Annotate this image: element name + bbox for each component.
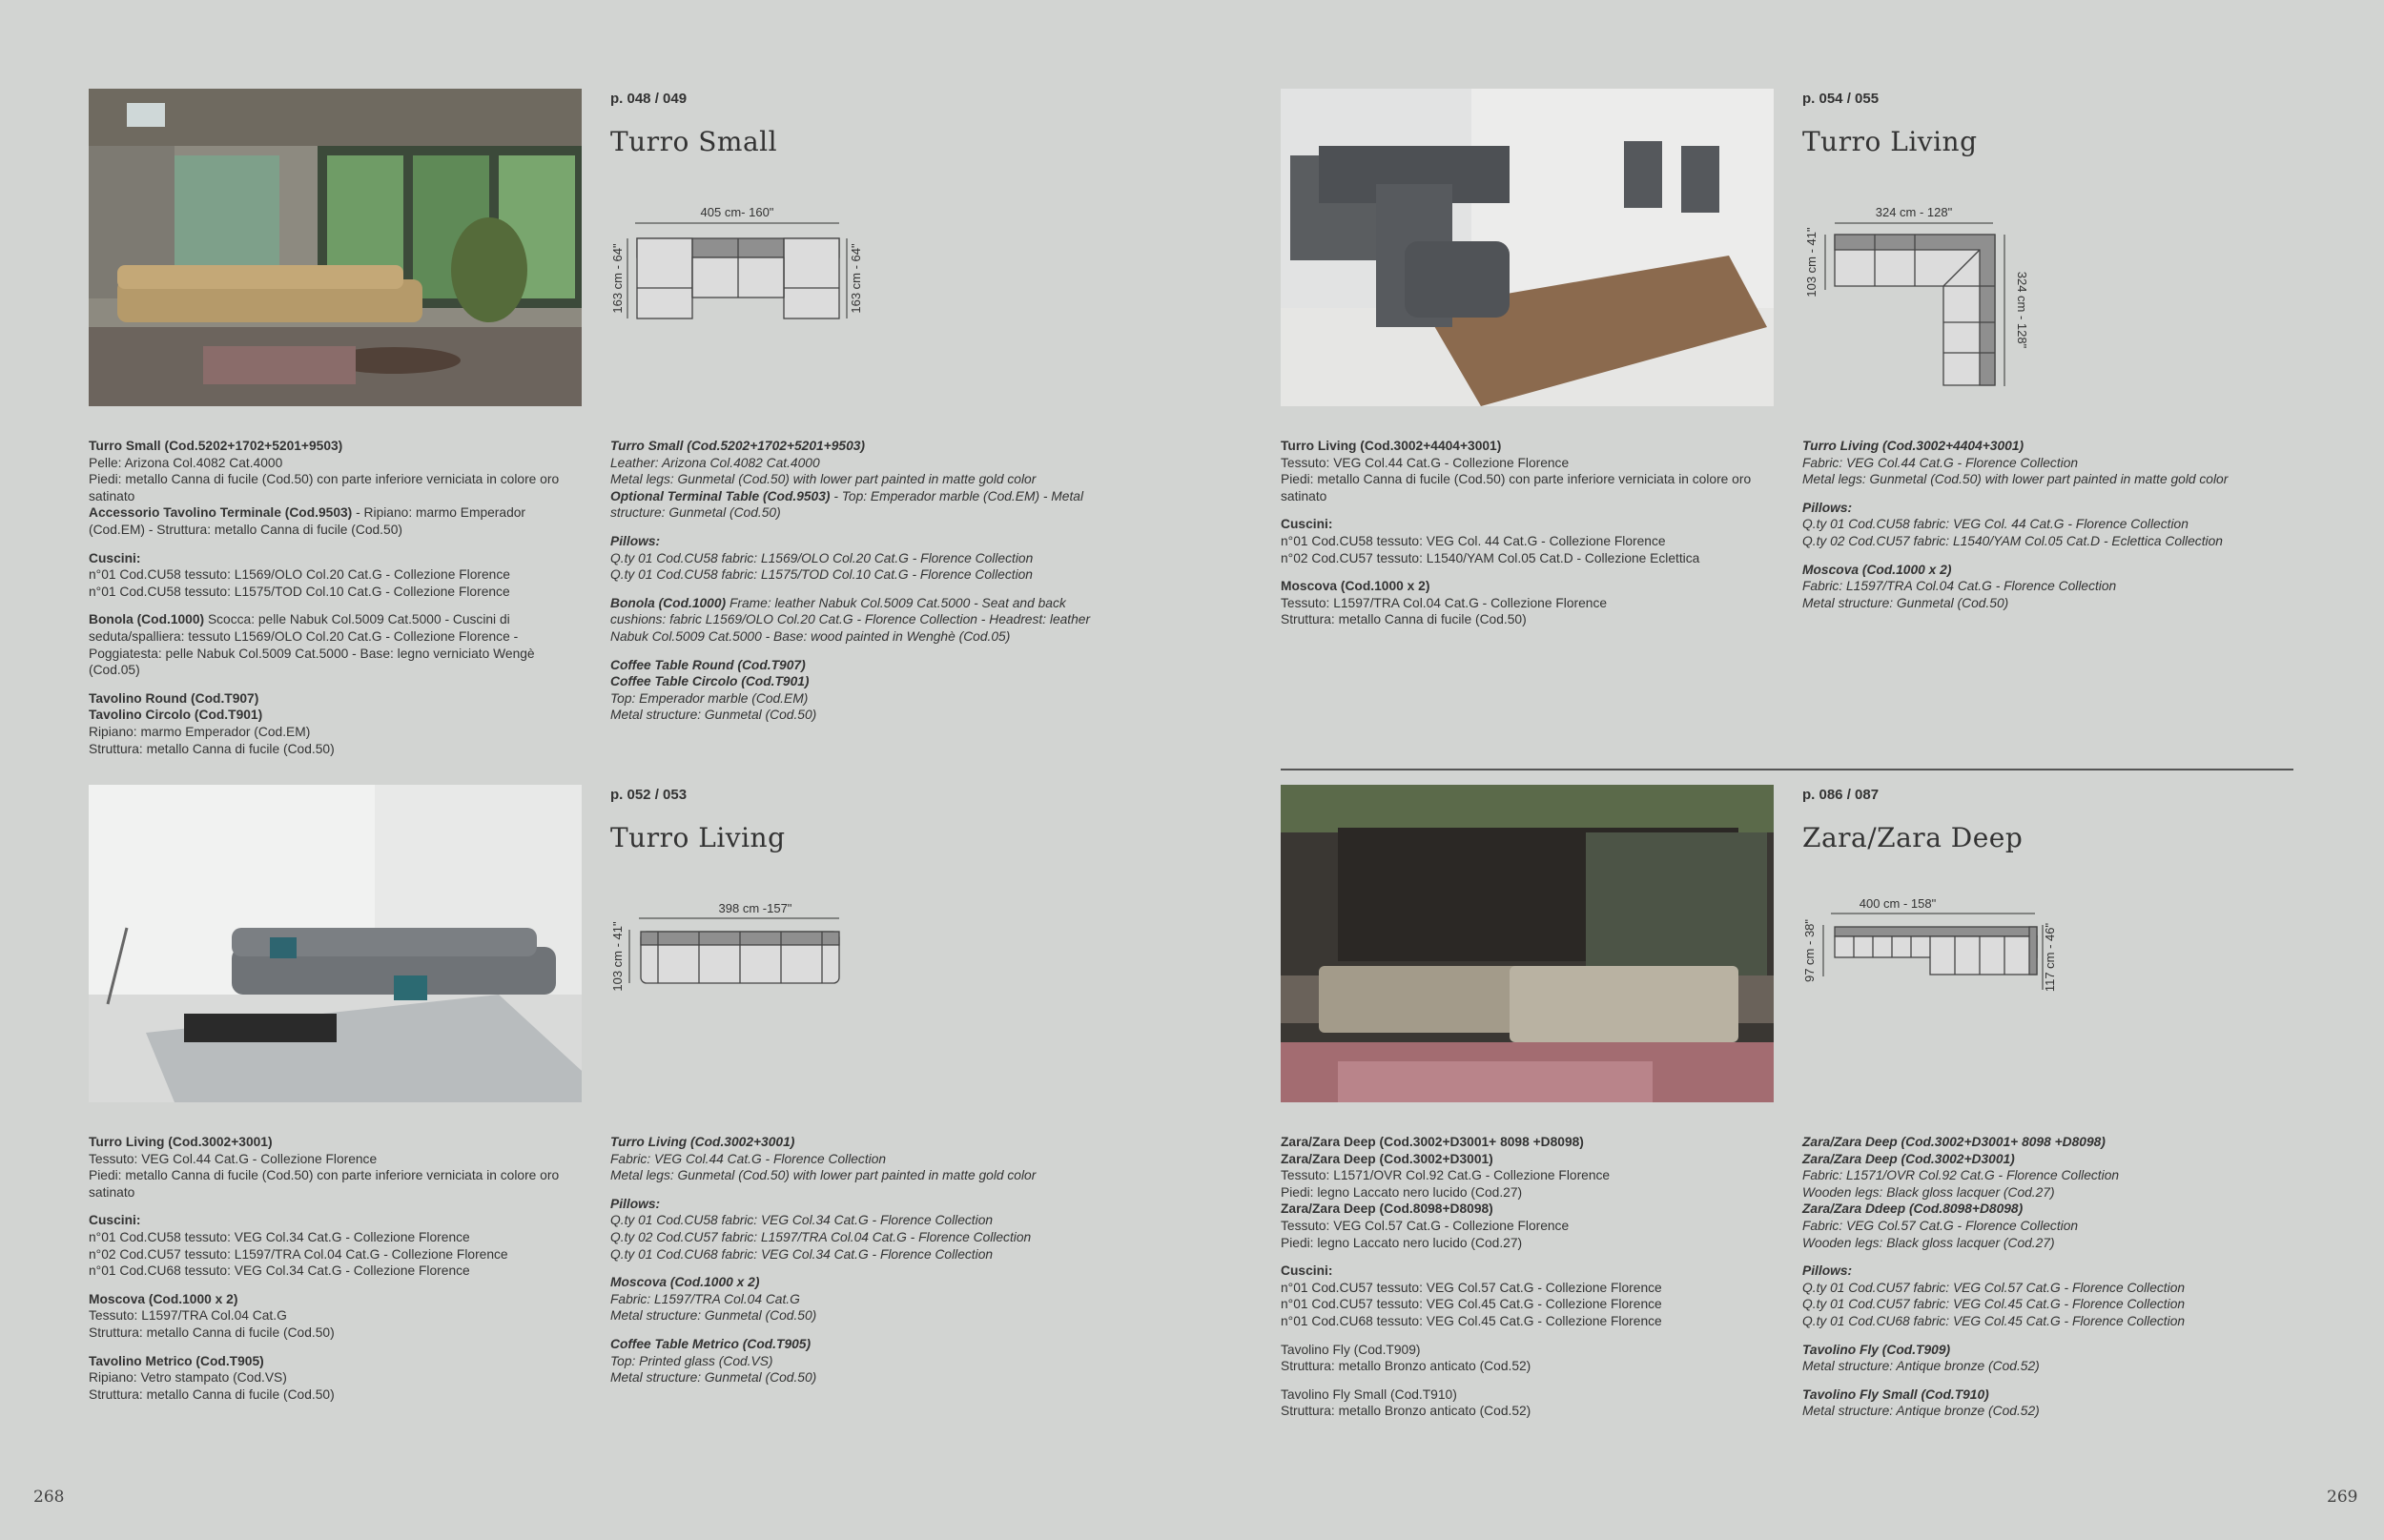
spec-line — [610, 707, 1116, 724]
zara-deep-width-label: 400 cm - 158" — [1859, 896, 1937, 911]
spec-gap — [89, 679, 585, 690]
spec-line-bold: Turro Living (Cod.3002+3001) — [89, 1135, 273, 1149]
spec-line-text: Leather: Arizona Col.4082 Cat.4000 — [610, 455, 820, 470]
spec-line — [89, 1291, 585, 1308]
spec-line — [89, 1369, 585, 1386]
zara-deep-dimension-diagram — [1802, 896, 2060, 1001]
spec-line — [1802, 1218, 2308, 1235]
spec-line — [89, 1151, 585, 1168]
spec-line-bold: Coffee Table Round (Cod.T907) — [610, 657, 806, 672]
spec-line-bold: Moscova (Cod.1000 x 2) — [1802, 562, 1952, 577]
spec-line-text: Tessuto: L1571/OVR Col.92 Cat.G - Collezione Florence — [1281, 1168, 1611, 1183]
zara-deep-depth-left-label: 97 cm - 38" — [1802, 918, 1817, 983]
zara-deep-page-ref: p. 086 / 087 — [1802, 787, 1880, 803]
spec-line — [610, 1369, 1116, 1386]
spec-line — [1281, 1403, 1777, 1420]
spec-line — [610, 690, 1116, 708]
spec-line-text: Struttura: metallo Canna di fucile (Cod.50) — [89, 1324, 335, 1340]
spec-line-bold: Pillows: — [1802, 500, 1853, 515]
spec-line-bold: Tavolino Fly Small (Cod.T910) — [1802, 1386, 1989, 1402]
spec-line — [610, 1229, 1116, 1246]
spec-line — [1802, 1151, 2308, 1168]
spec-line-text: Tessuto: VEG Col.57 Cat.G - Collezione Florence — [1281, 1218, 1570, 1233]
turro-living-corner-spec-en — [1802, 438, 2308, 611]
turro-small-photo — [89, 89, 582, 406]
spec-line — [1802, 1134, 2308, 1151]
spec-line-text: - Top: Emperador marble (Cod.EM) - Metal structure: Gunmetal (Cod.50) — [610, 488, 1084, 521]
spec-line-bold: Cuscini: — [1281, 1263, 1333, 1279]
spec-gap — [1281, 1330, 1777, 1342]
spec-line-text: Q.ty 01 Cod.CU58 fabric: VEG Col. 44 Cat.G - Florence Collection — [1802, 517, 2189, 532]
spec-gap — [610, 1184, 1116, 1196]
spec-line — [610, 1246, 1116, 1263]
spec-line — [1802, 1358, 2308, 1375]
turro-living-corner-spec-it — [1281, 438, 1777, 628]
spec-line-text: Q.ty 01 Cod.CU57 fabric: VEG Col.45 Cat.G - Florence Collection — [1802, 1297, 2186, 1312]
zara-deep-spec-en — [1802, 1134, 2308, 1420]
spec-line-text: Q.ty 01 Cod.CU68 fabric: VEG Col.45 Cat.G - Florence Collection — [1802, 1313, 2186, 1328]
turro-small-spec-en — [610, 438, 1116, 724]
spec-line — [89, 1134, 585, 1151]
spec-line-text: Fabric: L1571/OVR Col.92 Cat.G - Florence Collection — [1802, 1168, 2120, 1183]
spec-line — [89, 1386, 585, 1404]
spec-line-text: Struttura: metallo Canna di fucile (Cod.50) — [89, 741, 335, 756]
spec-line-text: Q.ty 01 Cod.CU57 fabric: VEG Col.57 Cat.G - Florence Collection — [1802, 1280, 2186, 1295]
page-number-left: 268 — [33, 1488, 65, 1507]
spec-line-text: n°01 Cod.CU57 tessuto: VEG Col.57 Cat.G - Collezione Florence — [1281, 1280, 1662, 1295]
spec-line — [610, 1291, 1116, 1308]
turro-small-depth-left-label: 163 cm - 64" — [610, 243, 625, 314]
spec-line — [1281, 1358, 1777, 1375]
spec-line-text: n°01 Cod.CU58 tessuto: L1569/OLO Col.20 Cat.G - Collezione Florence — [89, 567, 510, 583]
spec-line-bold: Coffee Table Circolo (Cod.T901) — [610, 674, 810, 689]
spec-line — [1802, 1280, 2308, 1297]
spec-line — [1281, 1201, 1777, 1218]
spec-line — [610, 1307, 1116, 1324]
spec-gap — [1802, 1330, 2308, 1342]
spec-line — [1802, 1201, 2308, 1218]
spec-line — [89, 1324, 585, 1342]
spec-line-bold: Tavolino Circolo (Cod.T901) — [89, 708, 263, 723]
spec-line — [1281, 471, 1777, 504]
turro-living-corner-depth-right-label: 324 cm - 128" — [2015, 271, 2029, 349]
spec-line — [610, 1167, 1116, 1184]
spec-line — [1802, 1263, 2308, 1280]
spec-line-bold: Zara/Zara Deep (Cod.3002+D3001+ 8098 +D8098) — [1802, 1135, 2106, 1149]
spec-line-text: Wooden legs: Black gloss lacquer (Cod.27) — [1802, 1184, 2055, 1200]
spec-line — [89, 741, 585, 758]
spec-line-bold: Zara/Zara Deep (Cod.3002+D3001+ 8098 +D8098) — [1281, 1135, 1584, 1149]
spec-line-text: Tessuto: L1597/TRA Col.04 Cat.G - Collezione Florence — [1281, 595, 1608, 610]
spec-line-text: Struttura: metallo Bronzo anticato (Cod.52) — [1281, 1404, 1531, 1419]
spec-line-bold: Tavolino Metrico (Cod.T905) — [89, 1353, 264, 1368]
zara-deep-spec-it — [1281, 1134, 1777, 1420]
zara-deep-depth-right-label: 117 cm - 46" — [2043, 922, 2057, 993]
spec-line-text: n°01 Cod.CU58 tessuto: VEG Col. 44 Cat.G - Collezione Florence — [1281, 533, 1666, 548]
spec-line — [1281, 1296, 1777, 1313]
spec-line-bold: Cuscini: — [1281, 517, 1333, 532]
spec-gap — [89, 600, 585, 611]
turro-small-page-ref: p. 048 / 049 — [610, 91, 688, 107]
spec-gap — [89, 539, 585, 550]
spec-line-text: Metal legs: Gunmetal (Cod.50) with lower part painted in matte gold color — [610, 472, 1037, 487]
spec-line — [89, 1307, 585, 1324]
spec-line-text: - Ripiano: marmo Emperador (Cod.EM) - Struttura: metallo Canna di fucile (Cod.50) — [89, 505, 526, 537]
spec-line — [1281, 1218, 1777, 1235]
spec-line-bold: Turro Living (Cod.3002+3001) — [610, 1135, 795, 1149]
spec-line-text: Wooden legs: Black gloss lacquer (Cod.27) — [1802, 1235, 2055, 1250]
spec-line — [1802, 438, 2308, 455]
spec-line — [1281, 516, 1777, 533]
spec-gap — [610, 1324, 1116, 1336]
zara-deep-title: Zara/Zara Deep — [1802, 822, 2024, 853]
spec-line — [89, 471, 585, 504]
spec-line — [610, 438, 1116, 455]
spec-line-text: Metal structure: Gunmetal (Cod.50) — [610, 1370, 817, 1386]
spec-line — [1281, 1184, 1777, 1201]
turro-living-corner-title: Turro Living — [1802, 126, 1978, 157]
spec-line — [89, 1212, 585, 1229]
spec-line-text: Q.ty 01 Cod.CU58 fabric: VEG Col.34 Cat.G - Florence Collection — [610, 1213, 994, 1228]
turro-living-straight-spec-en — [610, 1134, 1116, 1386]
spec-line — [1281, 1263, 1777, 1280]
spec-line — [1281, 595, 1777, 612]
spec-line — [1281, 533, 1777, 550]
spec-line — [610, 471, 1116, 488]
spec-line — [610, 455, 1116, 472]
spec-line — [89, 1353, 585, 1370]
spec-line-text: Tessuto: VEG Col.44 Cat.G - Collezione Florence — [1281, 455, 1570, 470]
spec-line — [1802, 1403, 2308, 1420]
spec-line — [89, 504, 585, 538]
spec-line-text: Tavolino Fly Small (Cod.T910) — [1281, 1386, 1457, 1402]
spec-line-bold: Cuscini: — [89, 550, 141, 565]
spec-line — [1281, 550, 1777, 567]
spec-line — [610, 566, 1116, 584]
spec-line-text: Piedi: metallo Canna di fucile (Cod.50) con parte inferiore verniciata in colore oro satinato — [89, 1168, 560, 1200]
spec-line-text: Metal structure: Antique bronze (Cod.52) — [1802, 1404, 2040, 1419]
spec-line-bold: Optional Terminal Table (Cod.9503) — [610, 488, 831, 503]
spec-line — [1281, 455, 1777, 472]
spec-line — [1281, 438, 1777, 455]
spec-line-bold: Coffee Table Metrico (Cod.T905) — [610, 1336, 812, 1351]
spec-line-text: Q.ty 01 Cod.CU68 fabric: VEG Col.34 Cat.G - Florence Collection — [610, 1246, 994, 1262]
spec-line — [1802, 578, 2308, 595]
spec-line — [1281, 1235, 1777, 1252]
spec-line-text: n°02 Cod.CU57 tessuto: L1597/TRA Col.04 Cat.G - Collezione Florence — [89, 1246, 508, 1262]
spec-line-text: n°01 Cod.CU57 tessuto: VEG Col.45 Cat.G - Collezione Florence — [1281, 1297, 1662, 1312]
spec-line-text: Scocca: pelle Nabuk Col.5009 Cat.5000 - Cuscini di seduta/spalliera: tessuto L1569/OLO Col.20 Cat.G - Collezione Florence - Poggiatesta: pelle Nabuk Col.5009 Cat.5000 - Base: legno verniciato Wengè (Cod.05) — [89, 612, 535, 678]
spec-line-text: Piedi: metallo Canna di fucile (Cod.50) con parte inferiore verniciata in colore oro satinato — [1281, 472, 1752, 503]
spec-line-text: Metal structure: Gunmetal (Cod.50) — [610, 708, 817, 723]
spec-line — [1802, 562, 2308, 579]
spec-line — [1281, 1134, 1777, 1151]
section-divider — [1281, 769, 2293, 770]
spec-line — [610, 533, 1116, 550]
spec-line — [1281, 1313, 1777, 1330]
spec-line — [610, 1336, 1116, 1353]
spec-line-bold: Pillows: — [610, 1196, 661, 1211]
spec-line-text: Top: Printed glass (Cod.VS) — [610, 1353, 773, 1368]
spec-gap — [610, 522, 1116, 533]
spec-line-bold: Moscova (Cod.1000 x 2) — [89, 1291, 238, 1306]
zara-deep-photo — [1281, 785, 1774, 1102]
spec-line — [1281, 1342, 1777, 1359]
spec-line — [89, 438, 585, 455]
spec-line — [1281, 1167, 1777, 1184]
spec-line — [1281, 578, 1777, 595]
spec-gap — [1802, 1375, 2308, 1386]
spec-line — [1802, 1313, 2308, 1330]
spec-line-bold: Turro Small (Cod.5202+1702+5201+9503) — [610, 439, 866, 453]
spec-line-bold: Bonola (Cod.1000) — [610, 595, 727, 610]
spec-line-text: n°01 Cod.CU58 tessuto: VEG Col.34 Cat.G - Collezione Florence — [89, 1229, 470, 1244]
spec-line — [610, 657, 1116, 674]
spec-line-bold: Turro Living (Cod.3002+4404+3001) — [1281, 439, 1502, 453]
spec-line — [1802, 516, 2308, 533]
spec-line-text: Ripiano: marmo Emperador (Cod.EM) — [89, 724, 311, 739]
spec-line — [610, 488, 1116, 522]
spec-line-text: Tavolino Fly (Cod.T909) — [1281, 1342, 1421, 1357]
spec-line-text: Metal structure: Gunmetal (Cod.50) — [1802, 595, 2009, 610]
spec-gap — [1281, 1375, 1777, 1386]
spec-line-text: Q.ty 01 Cod.CU58 fabric: L1575/TOD Col.10 Cat.G - Florence Collection — [610, 567, 1033, 583]
spec-line-bold: Zara/Zara Deep (Cod.3002+D3001) — [1281, 1151, 1493, 1166]
spec-gap — [610, 646, 1116, 657]
spec-line — [1281, 1280, 1777, 1297]
spec-line-text: Ripiano: Vetro stampato (Cod.VS) — [89, 1370, 287, 1386]
spec-line-text: Pelle: Arizona Col.4082 Cat.4000 — [89, 455, 283, 470]
spec-line-bold: Turro Living (Cod.3002+4404+3001) — [1802, 439, 2024, 453]
spec-gap — [89, 1201, 585, 1212]
spec-line — [1802, 1296, 2308, 1313]
spec-line-bold: Zara/Zara Deep (Cod.8098+D8098) — [1281, 1201, 1493, 1217]
spec-line-text: Struttura: metallo Canna di fucile (Cod.50) — [89, 1386, 335, 1402]
spec-line-text: Fabric: L1597/TRA Col.04 Cat.G — [610, 1291, 800, 1306]
spec-line-bold: Pillows: — [1802, 1263, 1853, 1279]
spec-line — [1802, 595, 2308, 612]
turro-small-dimension-diagram — [610, 200, 863, 324]
turro-living-corner-page-ref: p. 054 / 055 — [1802, 91, 1880, 107]
turro-living-corner-width-label: 324 cm - 128" — [1875, 205, 1953, 219]
spec-line — [1802, 1386, 2308, 1404]
spec-line-text: Piedi: metallo Canna di fucile (Cod.50) con parte inferiore verniciata in colore oro satinato — [89, 472, 560, 503]
spec-line — [610, 673, 1116, 690]
spec-line-text: Piedi: legno Laccato nero lucido (Cod.27) — [1281, 1235, 1523, 1250]
spec-line — [610, 595, 1116, 646]
spec-line-text: n°01 Cod.CU68 tessuto: VEG Col.34 Cat.G - Collezione Florence — [89, 1263, 470, 1279]
spec-line — [1281, 611, 1777, 628]
spec-line-text: Q.ty 02 Cod.CU57 fabric: L1540/YAM Col.05 Cat.D - Eclettica Collection — [1802, 533, 2223, 548]
spec-line — [1802, 1184, 2308, 1201]
turro-small-title: Turro Small — [610, 126, 778, 157]
spec-gap — [1281, 504, 1777, 516]
turro-living-straight-spec-it — [89, 1134, 585, 1403]
spec-line — [1802, 1342, 2308, 1359]
turro-living-straight-depth-left-label: 103 cm - 41" — [610, 921, 625, 992]
turro-small-width-label: 405 cm- 160" — [700, 205, 774, 219]
spec-line-text: Fabric: L1597/TRA Col.04 Cat.G - Florence Collection — [1802, 579, 2117, 594]
turro-living-corner-photo — [1281, 89, 1774, 406]
turro-small-spec-it — [89, 438, 585, 757]
spec-line-bold: Zara/Zara Ddeep (Cod.8098+D8098) — [1802, 1201, 2024, 1217]
spec-line-text: Q.ty 02 Cod.CU57 fabric: L1597/TRA Col.04 Cat.G - Florence Collection — [610, 1229, 1032, 1244]
turro-small-depth-right-label: 163 cm - 64" — [849, 243, 863, 314]
spec-line — [1802, 500, 2308, 517]
spec-line — [89, 455, 585, 472]
spec-gap — [610, 584, 1116, 595]
spec-line-bold: Turro Small (Cod.5202+1702+5201+9503) — [89, 439, 343, 453]
spec-gap — [1281, 566, 1777, 578]
spec-line-bold: Moscova (Cod.1000 x 2) — [1281, 579, 1430, 594]
spec-line — [89, 1246, 585, 1263]
spec-line-bold: Tavolino Round (Cod.T907) — [89, 690, 259, 706]
spec-gap — [1802, 550, 2308, 562]
spec-gap — [1802, 1251, 2308, 1263]
spec-line-text: n°01 Cod.CU58 tessuto: L1575/TOD Col.10 Cat.G - Collezione Florence — [89, 584, 510, 599]
spec-line — [89, 1167, 585, 1201]
spec-line-text: Fabric: VEG Col.44 Cat.G - Florence Collection — [610, 1151, 887, 1166]
turro-living-straight-page-ref: p. 052 / 053 — [610, 787, 688, 803]
spec-line — [89, 1263, 585, 1280]
spec-line-text: Metal legs: Gunmetal (Cod.50) with lower part painted in matte gold color — [610, 1168, 1037, 1183]
spec-line-text: Struttura: metallo Bronzo anticato (Cod.52) — [1281, 1359, 1531, 1374]
spec-line — [1802, 1235, 2308, 1252]
spec-line-bold: Pillows: — [610, 533, 661, 548]
spec-line-text: Tessuto: VEG Col.44 Cat.G - Collezione Florence — [89, 1151, 378, 1166]
spec-line — [1802, 533, 2308, 550]
turro-living-corner-dimension-diagram — [1802, 200, 2041, 391]
spec-line-text: Top: Emperador marble (Cod.EM) — [610, 690, 809, 706]
spec-gap — [1802, 488, 2308, 500]
spec-line — [89, 566, 585, 584]
spec-line-text: Fabric: VEG Col.44 Cat.G - Florence Collection — [1802, 455, 2079, 470]
spec-line — [89, 611, 585, 678]
spec-line — [1281, 1386, 1777, 1404]
spec-line — [610, 1353, 1116, 1370]
spec-line-bold: Zara/Zara Deep (Cod.3002+D3001) — [1802, 1151, 2015, 1166]
spec-line-text: n°02 Cod.CU57 tessuto: L1540/YAM Col.05 Cat.D - Collezione Eclettica — [1281, 550, 1700, 565]
spec-line-text: Metal structure: Antique bronze (Cod.52) — [1802, 1359, 2040, 1374]
spec-line — [1802, 1167, 2308, 1184]
turro-living-straight-photo — [89, 785, 582, 1102]
spec-line-bold: Tavolino Fly (Cod.T909) — [1802, 1342, 1951, 1357]
spec-line — [1802, 471, 2308, 488]
turro-living-straight-dimension-diagram — [610, 901, 858, 996]
spec-line — [1802, 455, 2308, 472]
spec-line — [89, 690, 585, 708]
spec-line-bold: Bonola (Cod.1000) — [89, 612, 205, 627]
spec-line-text: Metal legs: Gunmetal (Cod.50) with lower part painted in matte gold color — [1802, 472, 2229, 487]
spec-gap — [1281, 1251, 1777, 1263]
spec-line — [89, 724, 585, 741]
spec-line — [89, 707, 585, 724]
spec-line-text: Fabric: VEG Col.57 Cat.G - Florence Collection — [1802, 1218, 2079, 1233]
turro-living-straight-width-label: 398 cm -157" — [718, 901, 792, 915]
spec-line-text: Struttura: metallo Canna di fucile (Cod.50) — [1281, 612, 1527, 627]
spec-line — [89, 584, 585, 601]
spec-line — [610, 1134, 1116, 1151]
spec-line-text: Tessuto: L1597/TRA Col.04 Cat.G — [89, 1308, 287, 1324]
spec-line — [610, 1212, 1116, 1229]
spec-line-text: Q.ty 01 Cod.CU58 fabric: L1569/OLO Col.20 Cat.G - Florence Collection — [610, 550, 1034, 565]
spec-line — [89, 550, 585, 567]
spec-gap — [89, 1342, 585, 1353]
spec-gap — [89, 1280, 585, 1291]
spec-line-bold: Moscova (Cod.1000 x 2) — [610, 1275, 760, 1290]
spec-line-bold: Cuscini: — [89, 1213, 141, 1228]
spec-line — [610, 1151, 1116, 1168]
page-number-right: 269 — [2327, 1488, 2358, 1507]
spec-line-text: Piedi: legno Laccato nero lucido (Cod.27) — [1281, 1184, 1523, 1200]
spec-line — [89, 1229, 585, 1246]
spec-line-text: Metal structure: Gunmetal (Cod.50) — [610, 1308, 817, 1324]
spec-line-text: Frame: leather Nabuk Col.5009 Cat.5000 - Seat and back cushions: fabric L1569/OLO Col.20 Cat.G - Florence Collection - Headrest: leather Nabuk Col.5009 Cat.5000 - Base: wood painted in Wenghè (Cod.05) — [610, 595, 1091, 644]
spec-line — [610, 550, 1116, 567]
spec-line — [1281, 1151, 1777, 1168]
turro-living-corner-depth-left-label: 103 cm - 41" — [1804, 227, 1819, 298]
spec-line — [610, 1274, 1116, 1291]
spec-line-text: n°01 Cod.CU68 tessuto: VEG Col.45 Cat.G - Collezione Florence — [1281, 1313, 1662, 1328]
spec-gap — [610, 1263, 1116, 1274]
turro-living-straight-title: Turro Living — [610, 822, 786, 853]
spec-line-bold: Accessorio Tavolino Terminale (Cod.9503) — [89, 505, 353, 521]
spec-line — [610, 1196, 1116, 1213]
